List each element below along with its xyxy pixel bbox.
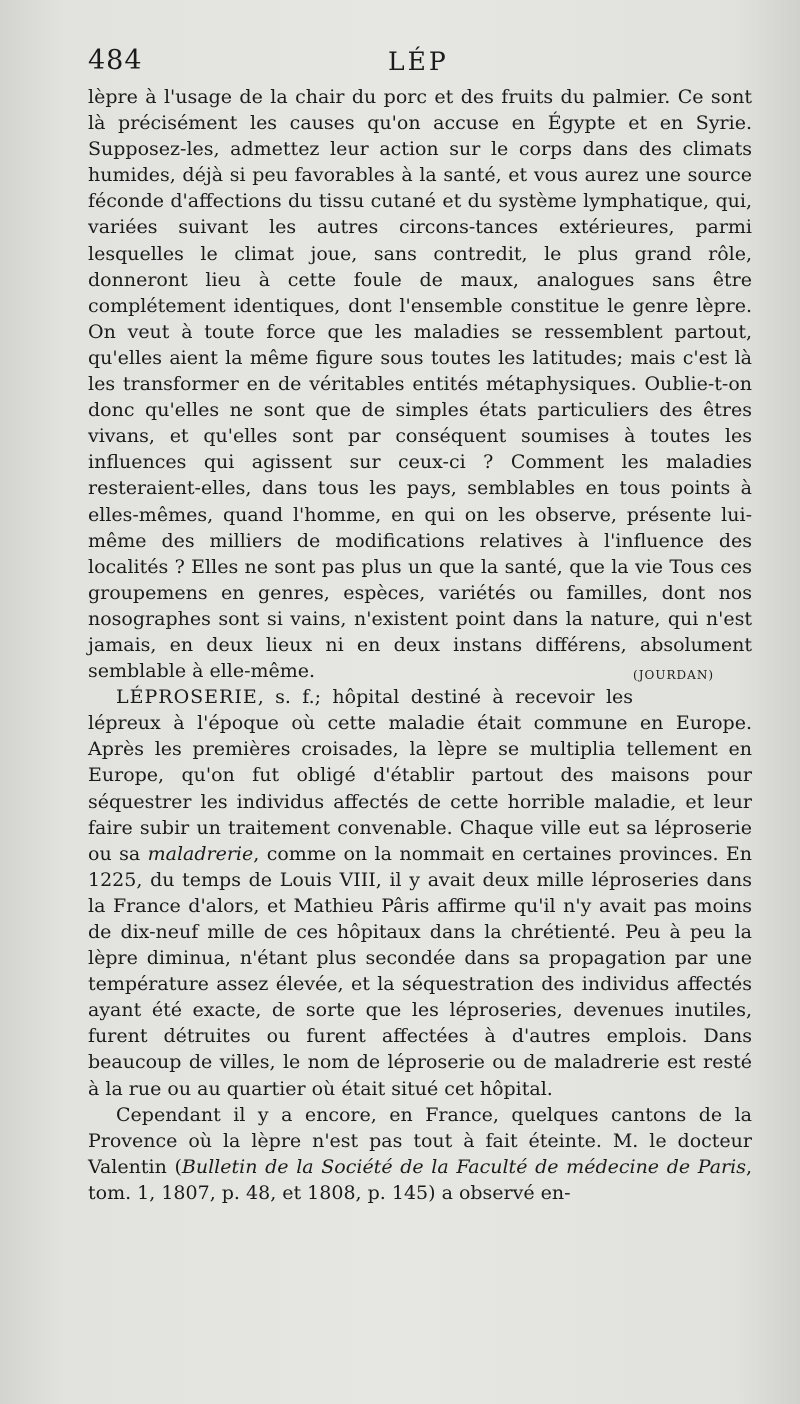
author-signature: (JOURDAN) [633, 668, 714, 683]
page-number: 484 [88, 45, 143, 76]
paragraph-text: , comme on la nommait en certaines provinces. En 1225, du temps de Louis VIII, il y avait deux mille léproseries dans la France d'alors, et Mathieu Pâris affirme qu'il n'y avait pas moins de dix-neuf mille de ces hôpitaux dans la chrétienté. Peu à peu la lèpre diminua, n'étant plus secondée dans sa propagation par une température assez élevée, et la séquestration des individus affectés ayant été exacte, de sorte que les léproseries, devenues inutiles, furent détruites ou furent affectées à d'autres emplois. Dans beaucoup de villes, le nom de léproserie ou de maladrerie est resté à la rue ou au quartier où était situé cet hôpital. [88, 842, 752, 1100]
italic-term: maladrerie [147, 842, 254, 865]
paragraph-provence [88, 1102, 752, 1206]
paragraph-text: , tom. 1, 1807, p. 48, et 1808, p. 145) a observé en- [88, 1155, 753, 1204]
paragraph-text: lèpre à l'usage de la chair du porc et des fruits du palmier. Ce sont là précisément les causes qu'on accuse en Égypte et en Syrie. Supposez-les, admettez leur action sur le corps dans des climats humides, déjà si peu favorables à la santé, et vous aurez une source féconde d'affections du tissu cutané et du système lymphatique, qui, variées suivant les autres circons-tances extérieures, parmi lesquelles le climat joue, sans contredit, le plus grand rôle, donneront lieu à cette foule de maux, analogues sans être complétement identiques, dont l'ensemble constitue le genre lèpre. On veut à toute force que les maladies se ressemblent partout, qu'elles aient la même figure sous toutes les latitudes; mais c'est là les transformer en de véritables entités métaphysiques. Oublie-t-on donc qu'elles ne sont que de simples états particuliers des êtres vivans, et qu'elles sont par conséquent soumises à toutes les influences qui agissent sur ceux-ci ? Comment les maladies resteraient-elles, dans tous les pays, semblables en tous points à elles-mêmes, quand l'homme, en qui on les observe, présente lui-même des milliers de modifications relatives à l'influence des localités ? Elles ne sont pas plus un que la santé, que la vie Tous ces groupemens en genres, espèces, variétés ou familles, dont nos nosographes sont si vains, n'existent point dans la nature, qui n'est jamais, en deux lieux ni en deux instans différens, absolument semblable à elle-même. [88, 86, 752, 683]
running-head: LÉP [388, 47, 449, 76]
journal-title: Bulletin de la Société de la Faculté de médecine de Paris [181, 1155, 746, 1178]
page-header [88, 44, 752, 84]
entry-headword: LÉPROSERIE [116, 686, 258, 709]
paragraph-lepre-conclusion [88, 84, 752, 684]
paragraph-text: , s. f.; hôpital destiné à recevoir les lépreux à l'époque où cette maladie était commune en Europe. Après les premières croisades, la lèpre se multiplia tellement en Europe, qu'on fut obligé d'établir partout des maisons pour séquestrer les individus affectés de cette horrible maladie, et leur faire subir un traitement convenable. Chaque ville eut sa léproserie ou sa [88, 686, 752, 865]
body-text [88, 84, 752, 1206]
paragraph-leproserie-entry [88, 684, 752, 1102]
paragraph-text: Cependant il y a encore, en France, quelques cantons de la Provence où la lèpre n'est pas tout à fait éteinte. M. le docteur Valentin ( [88, 1103, 752, 1178]
